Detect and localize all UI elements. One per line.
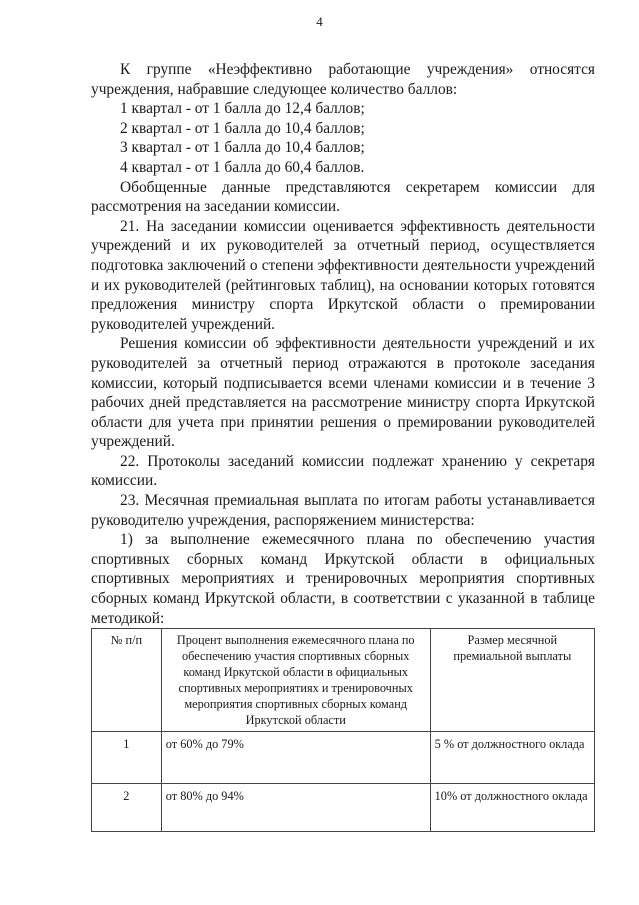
table-header-row <box>92 629 595 732</box>
row-bonus: 5 % от должностного оклада <box>430 732 594 784</box>
header-bonus-size: Размер месячной премиальной выплаты <box>430 629 594 732</box>
table-row <box>92 732 595 784</box>
quarter-4-line: 4 квартал - от 1 балла до 60,4 баллов. <box>120 158 365 176</box>
paragraph-subitem-1: 1) за выполнение ежемесячного плана по обеспечению участия спортивных сборных команд Иркутской области в официальных спортивных мероприятиях и тренировочных мероприятия спортивных сборных команд Иркутской области, в соответствии с указанной в таблице методикой: <box>91 531 595 627</box>
quarter-2-line: 2 квартал - от 1 балла до 10,4 баллов; <box>120 119 365 137</box>
header-number: № п/п <box>92 629 162 732</box>
quarter-3-line: 3 квартал - от 1 балла до 10,4 баллов; <box>120 139 365 157</box>
table-row <box>92 784 595 832</box>
paragraph-ineffective-group: К группе «Неэффективно работающие учреждения» относятся учреждения, набравшие следующее количество баллов: <box>91 61 595 98</box>
row-number: 2 <box>92 784 162 832</box>
bonus-table <box>91 628 595 832</box>
paragraph-item-21: 21. На заседании комиссии оценивается эффективность деятельности учреждений и их руководителей за отчетный период, осуществляется подготовка заключений о степени эффективности деятельности учреждений и их руководителей (рейтинговых таблиц), на основании которых готовятся предложения министру спорта Иркутской области о премировании руководителей учреждений. <box>91 217 595 333</box>
document-body <box>91 60 595 628</box>
row-percent-range: от 80% до 94% <box>161 784 430 832</box>
paragraph-item-22: 22. Протоколы заседаний комиссии подлежат хранению у секретаря комиссии. <box>91 452 595 490</box>
row-number: 1 <box>92 732 162 784</box>
paragraph-summary-data: Обобщенные данные представляются секретарем комиссии для рассмотрения на заседании комиссии. <box>91 178 595 216</box>
row-percent-range: от 60% до 79% <box>161 732 430 784</box>
paragraph-commission-decisions: Решения комиссии об эффективности деятельности учреждений и их руководителей за отчетный период отражаются в протоколе заседания комиссии, который подписывается всеми членами комиссии и в течение 3 рабочих дней представляется на рассмотрение министру спорта Иркутской области для учета при принятии решения о премировании руководителей учреждений. <box>91 335 595 451</box>
page-number: 4 <box>316 14 323 29</box>
quarter-1-line: 1 квартал - от 1 балла до 12,4 баллов; <box>120 100 365 118</box>
row-bonus: 10% от должностного оклада <box>430 784 594 832</box>
paragraph-item-23: 23. Месячная премиальная выплата по итогам работы устанавливается руководителю учреждения, распоряжением министерства: <box>91 492 595 529</box>
header-plan-percent: Процент выполнения ежемесячного плана по обеспечению участия спортивных сборных команд Иркутской области в официальных спортивных мероприятиях и тренировочных мероприятия спортивных сборных команд Иркутской области <box>161 629 430 732</box>
